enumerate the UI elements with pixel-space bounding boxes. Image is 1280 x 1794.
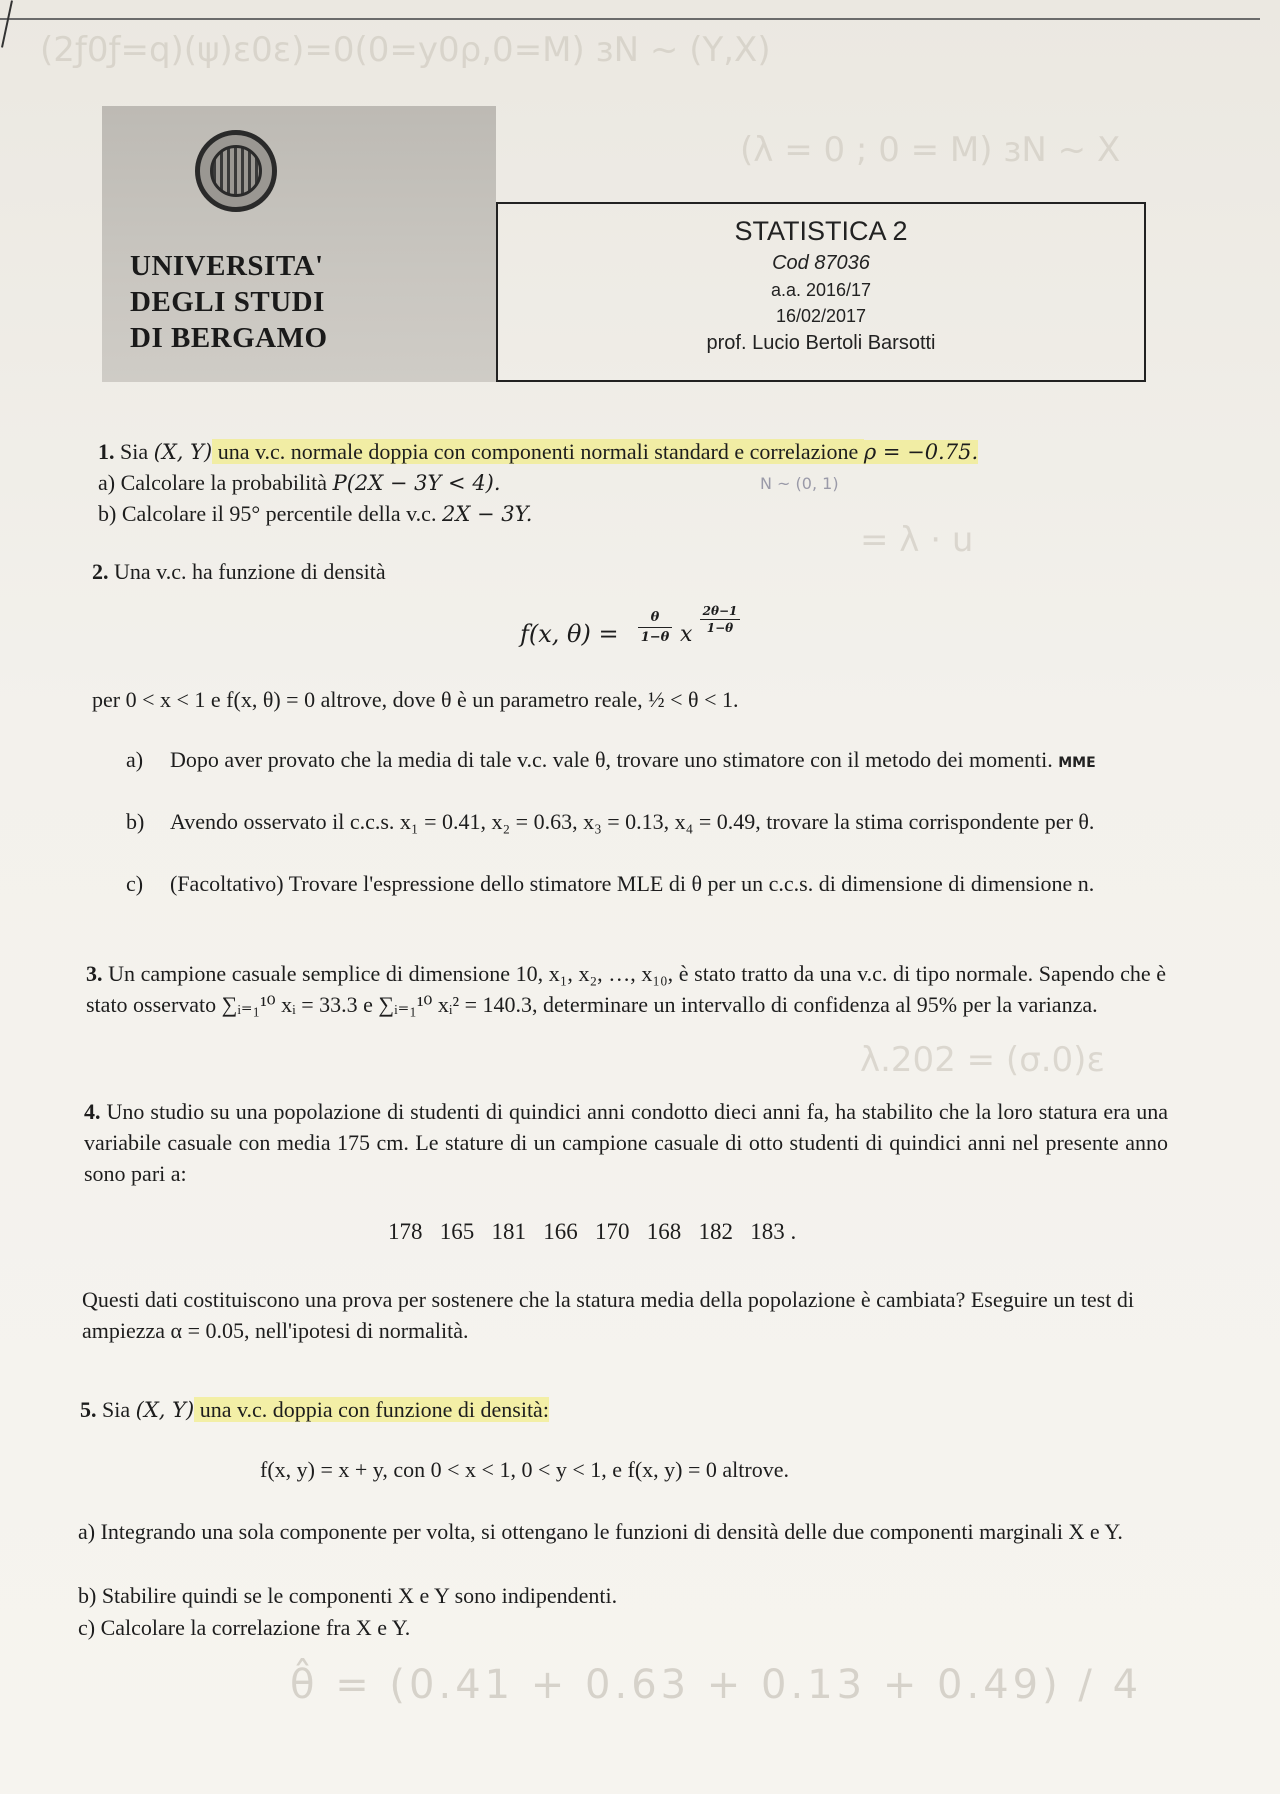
- course-title: STATISTICA 2: [734, 216, 908, 246]
- exam-title-box: [496, 202, 1146, 382]
- question-1-annotation: N ~ (0, 1): [760, 474, 839, 493]
- question-1-stem: 1. Sia (X, Y) una v.c. normale doppia con componenti normali standard e correlazione ρ = −0.75.: [98, 439, 979, 464]
- question-2-part-a: a) Dopo aver provato che la media di tale v.c. vale θ, trovare uno stimatore con il metodo dei momenti. MME: [126, 747, 1096, 772]
- question-5-part-b: b) Stabilire quindi se le componenti X e Y sono indipendenti.: [78, 1583, 618, 1608]
- university-logo-block: [102, 106, 496, 382]
- question-1-part-b: b) Calcolare il 95° percentile della v.c. 2X − 3Y.: [98, 501, 533, 526]
- professor-name: prof. Lucio Bertoli Barsotti: [706, 332, 936, 354]
- university-name: UNIVERSITA' DEGLI STUDI DI BERGAMO: [130, 250, 328, 354]
- exam-date: 16/02/2017: [775, 306, 867, 326]
- question-4-closing: Questi dati costituiscono una prova per sostenere che la statura media della popolazione è cambiata? Eseguire un test di ampiezza α = 0.05, nell'ipotesi di normalità.: [82, 1287, 1134, 1343]
- question-5-formula: f(x, y) = x + y, con 0 < x < 1, 0 < y < 1, e f(x, y) = 0 altrove.: [260, 1457, 789, 1482]
- question-4-stem: 4. Uno studio su una popolazione di studenti di quindici anni condotto dieci anni fa, ha stabilito che la loro statura era una variabile casuale con media 175 cm. Le stature di un campione casuale di otto studenti di quindici anni nel presente anno sono pari a:: [84, 1099, 1169, 1186]
- course-code: Cod 87036: [772, 252, 870, 274]
- question-5-part-c: c) Calcolare la correlazione fra X e Y.: [78, 1615, 411, 1640]
- bleed-through-text: (2ƒ0ƒ=q)(ψ)ε0ε)=0(0=y0ρ,0=M) ɜN ~ (Y,X): [40, 30, 771, 70]
- university-seal-icon: [195, 130, 277, 212]
- bleed-through-text: λ.202 = (σ.0)ε: [860, 1040, 1105, 1080]
- question-5-stem: 5. Sia (X, Y) una v.c. doppia con funzione di densità:: [80, 1397, 549, 1422]
- question-5-part-a: a) Integrando una sola componente per volta, si ottengano le funzioni di densità delle due componenti marginali X e Y.: [78, 1519, 1123, 1544]
- academic-year: a.a. 2016/17: [770, 280, 872, 300]
- question-4-data: 178 165 181 166 170 168 182 183 .: [388, 1219, 797, 1244]
- handwritten-calculation: θ̂ = (0.41 + 0.63 + 0.13 + 0.49) / 4: [290, 1662, 1143, 1708]
- bleed-through-text: (λ = 0 ; 0 = M) ɜN ~ X: [740, 130, 1121, 170]
- question-2-domain: per 0 < x < 1 e f(x, θ) = 0 altrove, dove θ è un parametro reale, ½ < θ < 1.: [92, 687, 739, 712]
- top-rule: [0, 18, 1260, 20]
- question-2-stem: 2. Una v.c. ha funzione di densità: [92, 559, 386, 584]
- question-3: 3. Un campione casuale semplice di dimensione 10, x₁, x₂, …, x₁₀, è stato tratto da una v.c. di tipo normale. Sapendo che è stato osservato ∑ᵢ₌₁¹⁰ xᵢ = 33.3 e ∑ᵢ₌₁¹⁰ xᵢ² = 140.3, determinare un intervallo di confidenza al 95% per la varianza.: [86, 961, 1167, 1017]
- question-2-part-b: b) Avendo osservato il c.c.s. x₁ = 0.41, x₂ = 0.63, x₃ = 0.13, x₄ = 0.49, trovare la stima corrispondente per θ.: [126, 809, 1095, 834]
- question-2-density-formula: f(x, θ) = θ 1−θ x 2θ−1 1−θ: [520, 606, 780, 666]
- question-2-part-c: c) (Facoltativo) Trovare l'espressione dello stimatore MLE di θ per un c.c.s. di dimensione di dimensione n.: [126, 871, 1095, 896]
- question-1-part-a: a) Calcolare la probabilità P(2X − 3Y < 4).: [98, 470, 501, 495]
- bleed-through-text: = λ · u: [860, 520, 974, 560]
